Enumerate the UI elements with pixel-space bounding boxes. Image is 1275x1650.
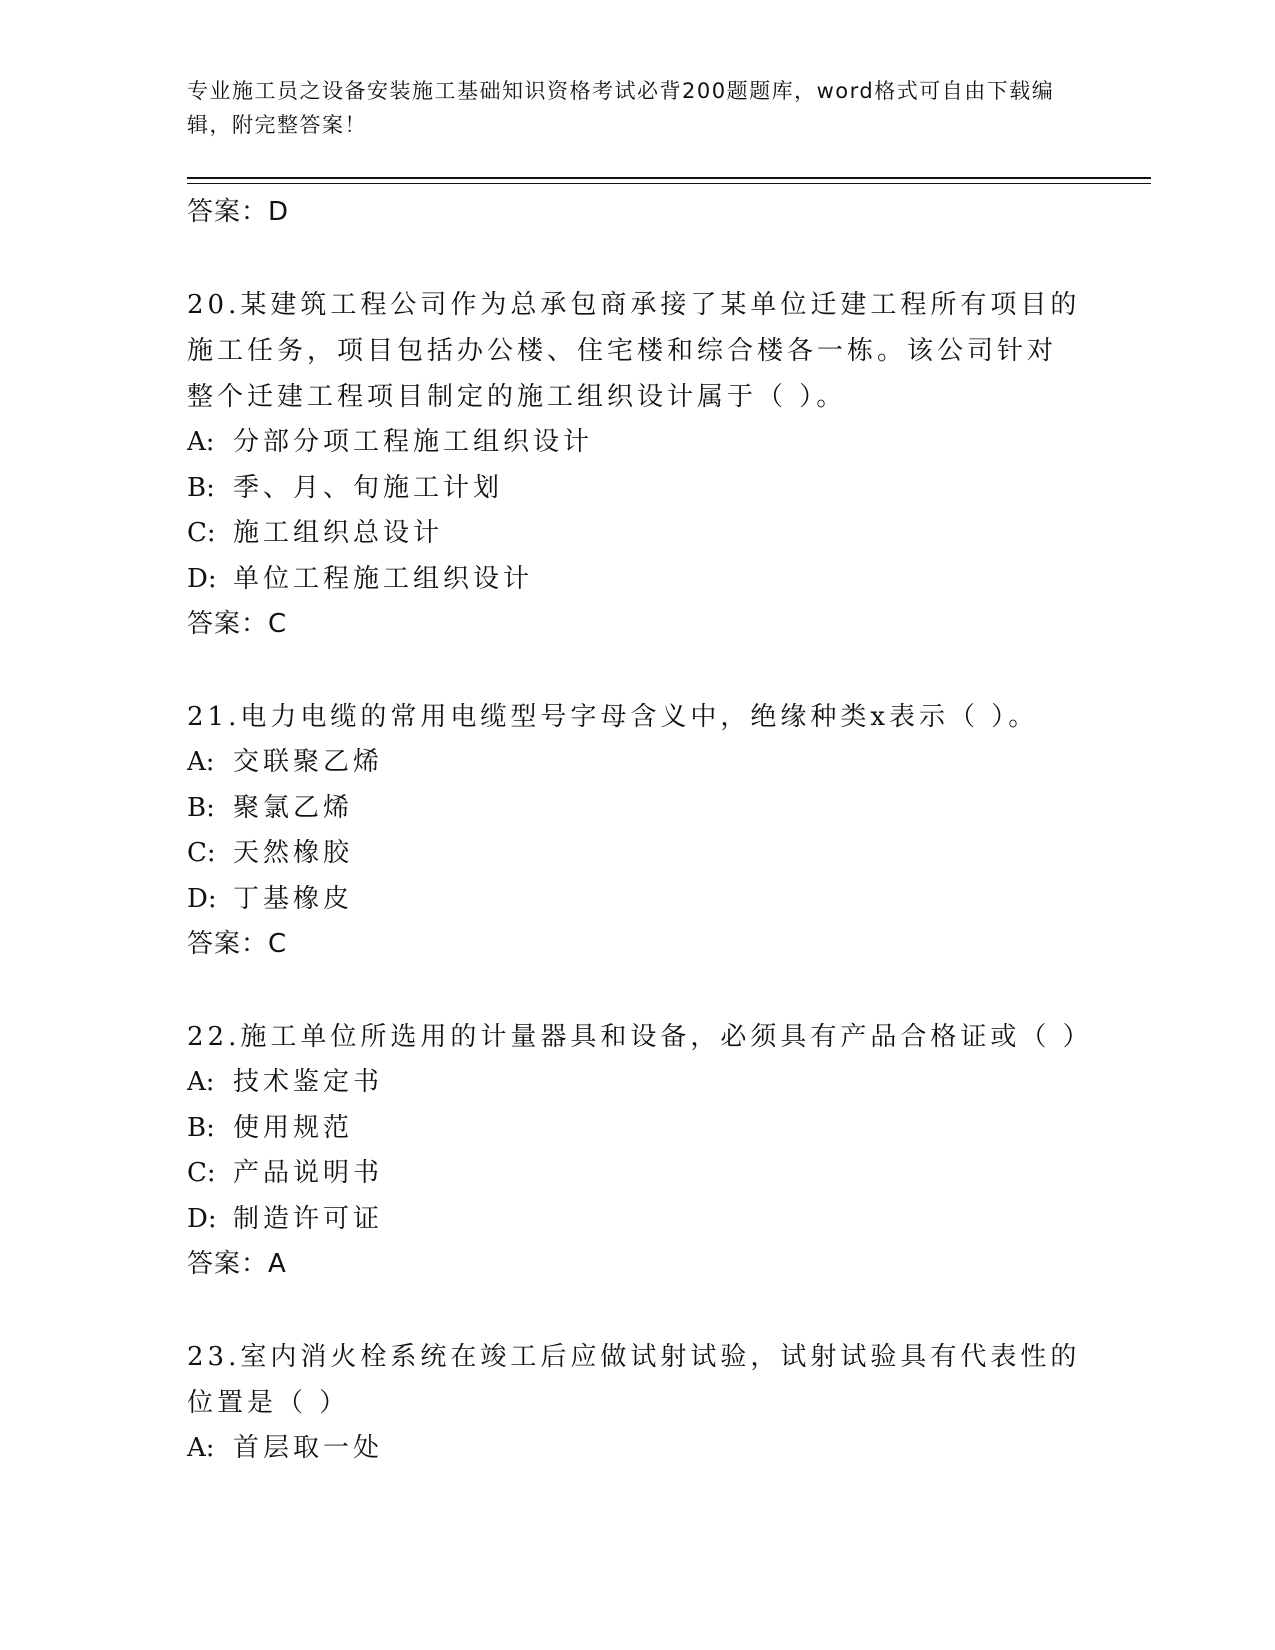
option-letter: A: bbox=[187, 1433, 215, 1463]
option-a bbox=[187, 740, 1087, 786]
question-22 bbox=[187, 1014, 1093, 1286]
option-c bbox=[187, 1151, 1087, 1197]
previous-answer: 答案：D bbox=[187, 197, 290, 227]
option-text: 天然橡胶 bbox=[233, 838, 354, 868]
option-a bbox=[187, 1426, 1087, 1472]
option-text: 首层取一处 bbox=[233, 1433, 384, 1463]
option-c bbox=[187, 511, 1087, 557]
option-b bbox=[187, 786, 1087, 832]
option-text: 季、月、旬施工计划 bbox=[233, 472, 504, 503]
option-text: 制造许可证 bbox=[233, 1203, 384, 1234]
answer: 答案：A bbox=[187, 1249, 287, 1279]
option-b bbox=[187, 466, 1087, 512]
option-text: 聚氯乙烯 bbox=[233, 792, 354, 823]
header-rule-thin bbox=[187, 183, 1151, 184]
option-letter: C: bbox=[187, 1158, 216, 1188]
option-text: 单位工程施工组织设计 bbox=[233, 563, 534, 594]
answer: 答案：C bbox=[187, 609, 288, 639]
question-stem: 21.电力电缆的常用电缆型号字母含义中，绝缘种类x表示（ ）。 bbox=[187, 702, 1039, 732]
option-b bbox=[187, 1106, 1087, 1152]
option-letter: D: bbox=[187, 563, 217, 594]
question-stem: 23.室内消火栓系统在竣工后应做试射试验，试射试验具有代表性的位置是（ ） bbox=[187, 1342, 1081, 1418]
option-text: 交联聚乙烯 bbox=[233, 747, 384, 777]
option-d bbox=[187, 877, 1087, 923]
option-letter: B: bbox=[187, 472, 215, 503]
option-letter: C: bbox=[187, 838, 216, 868]
header-rule-thick bbox=[187, 177, 1151, 179]
option-d bbox=[187, 557, 1087, 603]
option-text: 产品说明书 bbox=[233, 1158, 384, 1188]
option-d bbox=[187, 1197, 1087, 1243]
option-letter: B: bbox=[187, 792, 215, 823]
option-a bbox=[187, 1060, 1087, 1106]
option-letter: D: bbox=[187, 1203, 217, 1234]
option-text: 分部分项工程施工组织设计 bbox=[233, 427, 594, 457]
question-23 bbox=[187, 1334, 1087, 1472]
option-letter: D: bbox=[187, 883, 217, 914]
question-21 bbox=[187, 694, 1087, 966]
option-text: 施工组织总设计 bbox=[233, 518, 444, 548]
option-c bbox=[187, 831, 1087, 877]
option-text: 丁基橡皮 bbox=[233, 883, 354, 914]
question-20 bbox=[187, 282, 1087, 646]
question-stem: 22.施工单位所选用的计量器具和设备，必须具有产品合格证或（ ） bbox=[187, 1022, 1093, 1052]
option-letter: B: bbox=[187, 1112, 215, 1143]
document-body bbox=[187, 190, 1093, 1472]
answer: 答案：C bbox=[187, 929, 288, 959]
option-letter: A: bbox=[187, 747, 215, 777]
option-letter: C: bbox=[187, 518, 216, 548]
option-text: 使用规范 bbox=[233, 1112, 354, 1143]
option-text: 技术鉴定书 bbox=[233, 1067, 384, 1097]
page-header: 专业施工员之设备安装施工基础知识资格考试必背200题题库，word格式可自由下载编辑，附完整答案！ bbox=[187, 79, 1055, 137]
option-letter: A: bbox=[187, 1067, 215, 1097]
question-stem: 20.某建筑工程公司作为总承包商承接了某单位迁建工程所有项目的施工任务，项目包括办公楼、住宅楼和综合楼各一栋。该公司针对整个迁建工程项目制定的施工组织设计属于（ ）。 bbox=[187, 290, 1081, 412]
option-a bbox=[187, 420, 1087, 466]
option-letter: A: bbox=[187, 427, 215, 457]
